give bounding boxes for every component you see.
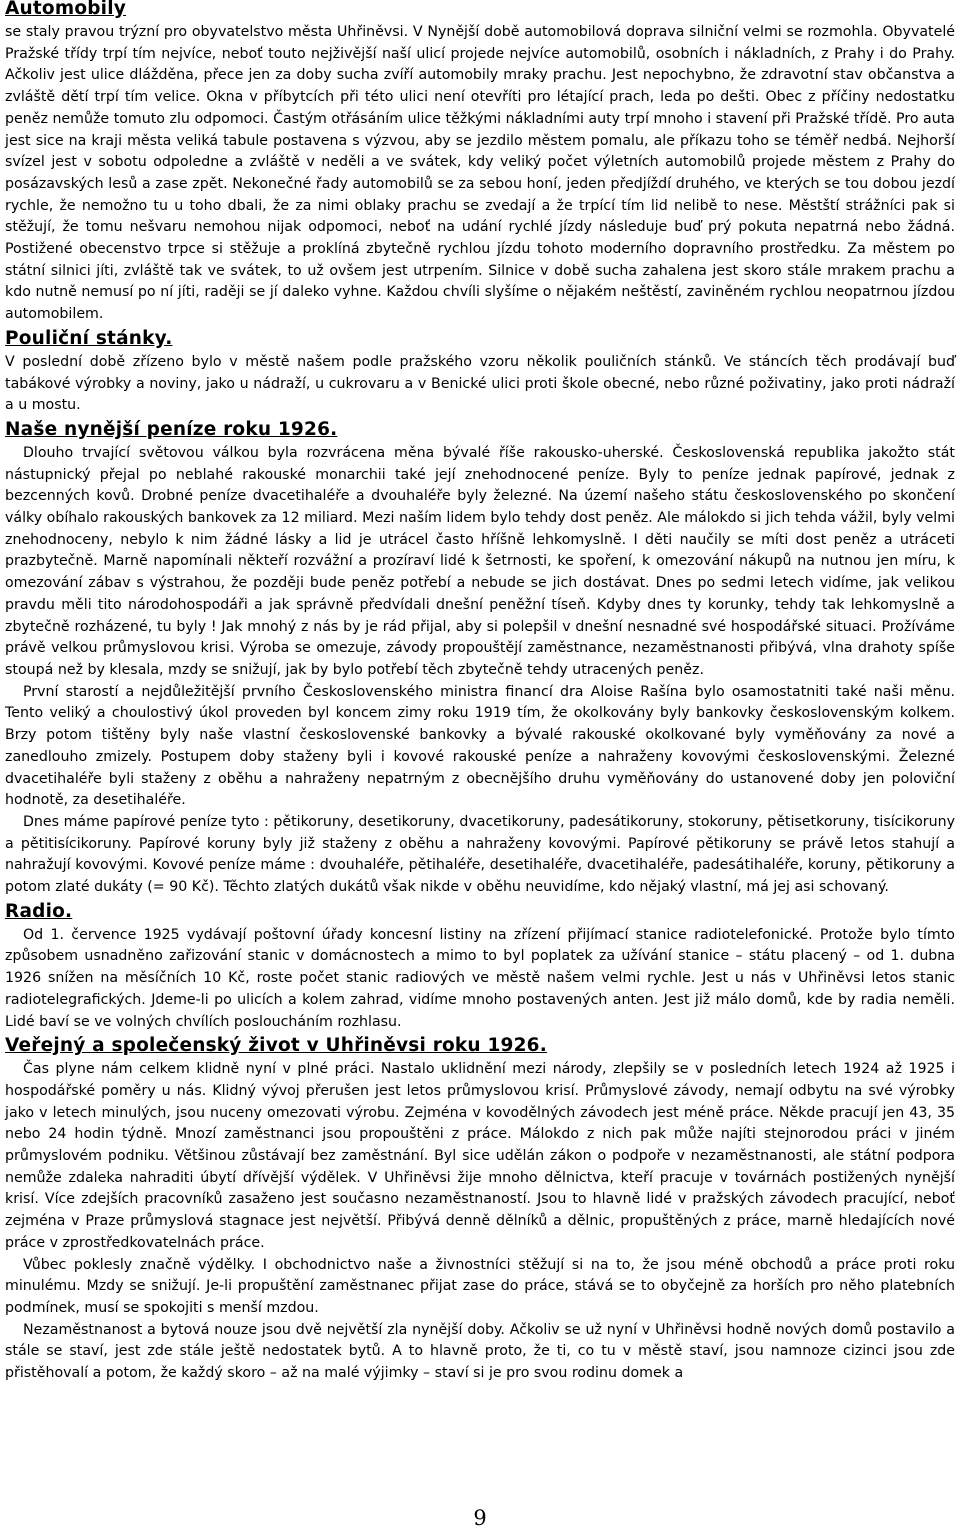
heading-penize: Naše nynější peníze roku 1926. <box>5 418 338 440</box>
paragraph-zivot-1: Čas plyne nám celkem klidně nyní v plné práci. Nastalo uklidnění mezi národy, zlepšily se v posledních letech 1924 až 1925 i hospodářské poměry u nás. Klidný vývoj přerušen jest letos průmyslovou krisí. Průmyslové závody, nemají odbytu na své výrobky jako v letech minulých, jsou nuceny omezovati výrobu. Zejména v kovodělných závodech jest méně práce. Někde pracují jen 43, 35 nebo 24 hodin týdně. Mnozí zaměstnanci jsou propouštěni z práce. Málokdo z nich pak může najíti stejnorodou práci v jiném průmyslovém podniku. Většinou zůstávají bez zaměstnání. Byl sice udělán zákon o podpoře v nezaměstnanosti, ale státní podpora nemůže zdaleka nahraditi úbytí dřívější výdělek. V Uhřiněvsi žije mnoho dělnictva, kteří pracuje v továrnách postižených nynější krisí. Více zdejších pracovníků zasaženo jest současno nezaměstnaností. Jsou to hlavně lidé v pražských závodech pracující, neboť zejména v Praze průmyslová stagnace jest největší. Přibývá denně dělníků a dělnic, propuštěných z práce, marně hledajících nové práce v zprostředkovatelnách práce. <box>5 1061 955 1251</box>
heading-automobily: Automobily <box>5 0 127 19</box>
heading-radio: Radio. <box>5 900 73 922</box>
heading-poulicni-stanky: Pouliční stánky. <box>5 327 173 349</box>
paragraph-penize-3: Dnes máme papírové peníze tyto : pětikoruny, desetikoruny, dvacetikoruny, padesátikoruny, stokoruny, pětisetkoruny, tisícikoruny a pětitisícikoruny. Papírové koruny byly již staženy z oběhu a nahraženy kovovými. Papírové pětikoruny se právě letos stahují a nahražují kovovými. Kovové peníze máme : dvouhaléře, pětihaléře, desetihaléře, dvacetihaléře, padesátihaléře, koruny, pětikoruny a potom zlaté dukáty (= 90 Kč). Těchto zlatých dukátů však nikde v oběhu neuvidíme, kdo nějaký vlastní, má jej asi schovaný. <box>5 813 955 896</box>
paragraph-zivot-3: Nezaměstnanost a bytová nouze jsou dvě největší zla nynější doby. Ačkoliv se už nyní v Uhřiněvsi hodně nových domů postavilo a stále se staví, jest zde stále ještě nedostatek bytů. A to hlavně proto, že ti, co tu v městě staví, jsou namnoze cizinci jsou zde přistěhovalí a potom, že každý skoro – až na malé výjimky – staví si je pro svou rodinu domek a <box>5 1321 955 1382</box>
paragraph-radio: Od 1. července 1925 vydávají poštovní úřady koncesní listiny na zřízení přijímací stanice radiotelefonické. Protože bylo tímto způsobem usnadněno zařizování stanic v domácnostech a mimo to byl poplatek za užívání stanice – státu placený – od 1. dubna 1926 snížen na měsíčních 10 Kč, roste počet stanic radiových ve městě našem velmi rychle. Jest u nás v Uhřiněvsi letos stanic radiotelegrafických. Jdeme-li po ulicích a kolem zahrad, vidíme mnoho postavených anten. Jest již málo domů, kde by radia neměli. Lidé baví se ve volných chvílích posloucháním rozhlasu. <box>5 926 955 1030</box>
paragraph-automobily: se staly pravou trýzní pro obyvatelstvo města Uhřiněvsi. V Nynější době automobilová doprava silniční velmi se rozmohla. Obyvatelé Pražské třídy trpí tím nejvíce, neboť touto nejživější naší ulicí projede nejvíce automobilů, osobních i nákladních, z Prahy i do Prahy. Ačkoliv jest ulice dlážděna, přece jen za doby sucha zvíří automobily mraky prachu. Jest nepochybno, že zdravotní stav občanstva a zvláště dětí trpí tím velice. Okna v příbytcích při této ulici není otevříti pro létající prach, leda po dešti. Obec z příčiny nedostatku peněz nemůže tomuto zlu odpomoci. Častým otřásáním ulice těžkými nákladními auty trpí mnoho i stavení při Pražské třídě. Pro auta jest sice na kraji města veliká tabule postavena s výzvou, aby se jezdilo městem pomalu, ale příkazu toho se téměř nedbá. Nejhorší svízel jest v sobotu odpoledne a zvláště v neděli a ve svátek, kdy veliký počet výletních automobilů projede městem z Prahy do posázavských lesů a zase zpět. Nekonečné řady automobilů se za sebou honí, jeden předjíždí druhého, ve kterých se tou dobou jezdí rychle, že nemožno tu u toho dbali, že za nimi oblaky prachu se zvedají a že trpící tím lid nelibě to nese. Městští strážníci pak si stěžují, že tomu nešvaru nemohou nijak odpomoci, neboť na udání rychlé jízdy následuje buď prý pokuta nepatrná nebo žádná. Postižené obecenstvo trpce si stěžuje a proklíná zbytečně rychlou jízdu tohoto moderního dopravního prostředku. Za městem po státní silnici jíti, zvláště tak ve svátek, to už ovšem jest utrpením. Silnice v době sucha zahalena jest skoro stále mrakem prachu a kdo nutně nemusí po ní jíti, raději se jí daleko vyhne. Každou chvíli slyšíme o nějakém neštěstí, zaviněném rychlou neopatrnou jízdou automobilem. <box>5 24 955 323</box>
paragraph-penize-1: Dlouho trvající světovou válkou byla rozvrácena měna bývalé říše rakousko-uherské. Československá republika jakožto stát nástupnický přejal po neblahé rakouské monarchii také její znehodnocené peníze. Byly to peníze jednak papírové, jednak z bezcenných kovů. Drobné peníze dvacetihaléře a dvouhaléře byly železné. Na území našeho státu československého po skončení války obíhalo rakouských bankovek za 12 miliard. Mezi naším lidem bylo tehdy dost peněz. Ale málokdo si jich tehda vážil, byly velmi znehodnoceny, nebylo k nim žádné lásky a lid je utrácel často hříšně lehkomyslně. I děti naučily se míti dost peněz a utráceti prazbytečně. Marně napomínali někteří rozvážní a prozíraví lidé k šetrnosti, ke spoření, k omezování nákupů na nutnou jen míru, k omezování zábav s výstrahou, že později bude peněz potřebí a nebude se jich dostávat. Dnes po sedmi letech vidíme, jak velikou pravdu měli tito národohospodáři a jak správně předvídali dnešní peněžní tíseň. Kdyby dnes ty korunky, tehdy tak lehkomyslně a zbytečně rozházené, tu byly ! Jak mnohý z nás by je rád přijal, aby si polepšil v dnešní nesnadné své hospodářské situaci. Prožíváme právě velkou průmyslovou krisi. Výroba se omezuje, závody propouštějí zaměstnance, nezaměstnanosti přibývá, vlna drahoty spíše stoupá než by klesala, mzdy se snižují, jak by bylo potřebí těch zbytečně tehdy utracených peněz. <box>5 444 955 678</box>
paragraph-zivot-2: Vůbec poklesly značně výdělky. I obchodnictvo naše a živnostníci stěžují si na to, že jsou méně obchodů a práce proti roku minulému. Mzdy se snižují. Je-li propuštění zaměstnanec přijat zase do práce, stává se to obyčejně za horších pro něho platebních podmínek, musí se spokojiti s menší mzdou. <box>5 1256 955 1316</box>
heading-verejny-zivot: Veřejný a společenský život v Uhřiněvsi roku 1926. <box>5 1035 547 1057</box>
paragraph-penize-2: První starostí a nejdůležitější prvního Československého ministra financí dra Aloise Rašína bylo osamostatniti také naši měnu. Tento veliký a choulostivý úkol proveden byl koncem zimy roku 1919 tím, že okolkovány byly bankovky československým kolkem. Brzy potom tištěny byly naše vlastní československé bankovky a bývalé rakouské okolkované byly vyměňovány za nové a zanedlouho zmizely. Postupem doby staženy byli i kovové rakouské peníze a nahraženy kovovými československými. Železné dvacetihaléře byli staženy z oběhu a nahraženy nepatrným z obecnějšího druhu vyměňovány do ustanovené doby jen poloviční hodnotě, za desetihaléře. <box>5 683 955 809</box>
page-number: 9 <box>473 1506 487 1530</box>
paragraph-poulicni-stanky: V poslední době zřízeno bylo v městě našem podle pražského vzoru několik pouličních stánků. Ve stáncích těch prodávají buď tabákové výrobky a noviny, jako u nádraží, u cukrovaru a v Benické ulici proti škole obecné, nebo různé poživatiny, jako proti nádraží a u mostu. <box>5 353 955 414</box>
